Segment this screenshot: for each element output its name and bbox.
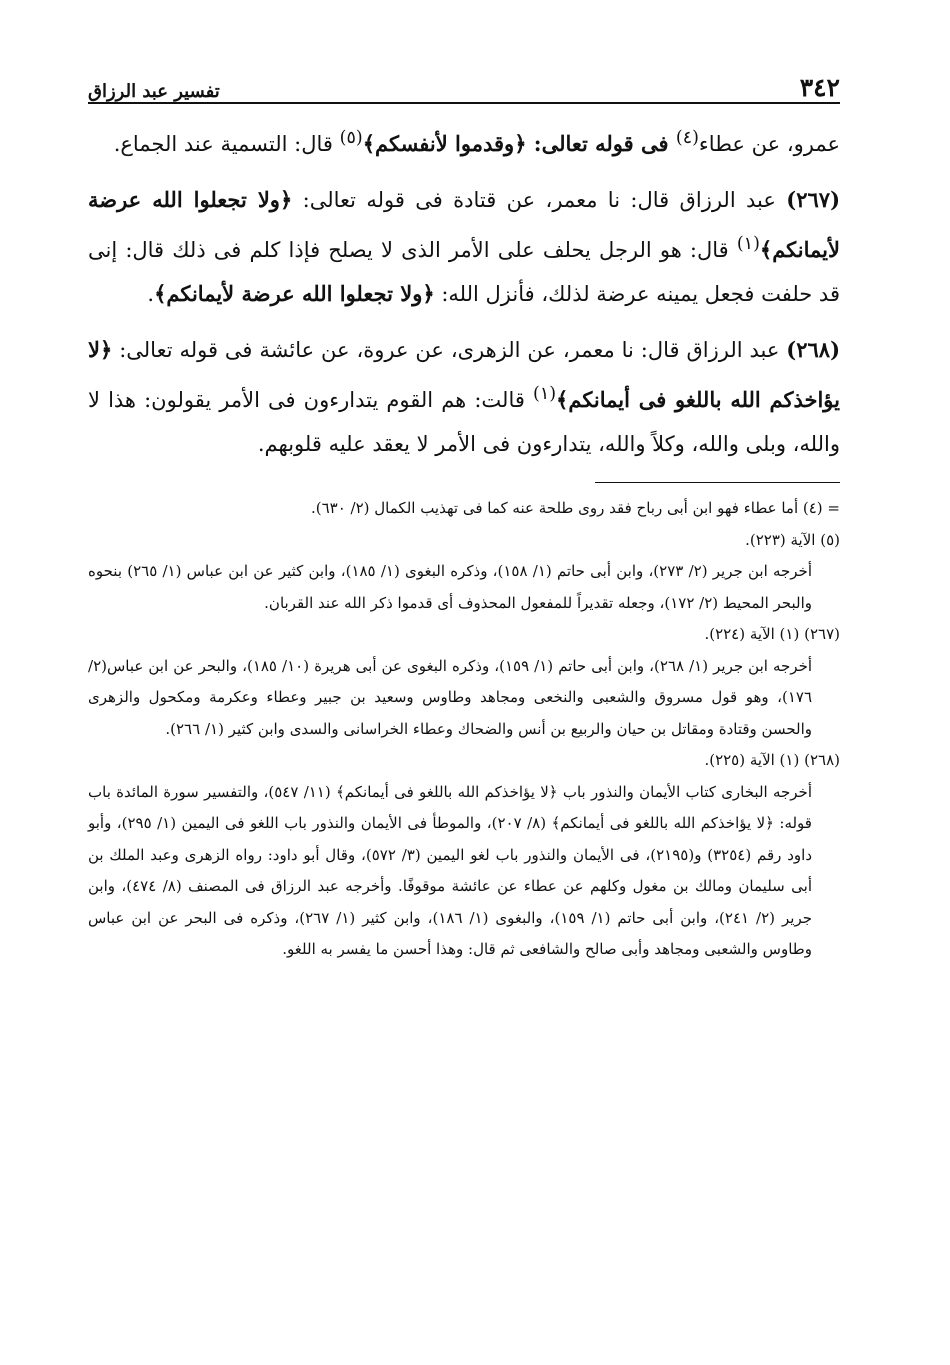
footnote-ref: (٤) [675,128,699,148]
text-segment: عمرو، عن عطاء [698,132,840,156]
text-segment: . [147,282,155,306]
quran-quote: ﴿وقدموا لأنفسكم﴾ [362,131,527,156]
entry-number: (٢٦٧) [786,187,840,212]
quran-quote: ﴿ولا تجعلوا الله عرضة لأيمانكم﴾ [154,281,435,306]
continuation-paragraph [88,116,840,166]
quran-quote: ﴿ولا تجعلوا الله عرضة لأيمانكم﴾ [88,187,840,262]
running-title: تفسير عبد الرزاق [88,81,220,102]
footnotes [88,493,840,966]
book-page [88,68,840,966]
footnote-ref: (١) [532,384,557,404]
footnote-ref: (١) [736,234,760,254]
page-number: ٣٤٢ [799,73,840,102]
footnote-267-text: أخرجه ابن جرير (١/ ٢٦٨)، وابن أبى حاتم (١/ ١٥٩)، وذكره البغوى عن أبى هريرة (١٠/ ١٨٥)، والبحر عن ابن عباس(٢/ ١٧٦)، وهو قول مسروق والشعبى والنخعى ومجاهد وطاوس وسعيد بن جبير وعطاء وعكرمة ومكحول والزهرى والحسن وقتادة ومقاتل بن حيان والربيع بن أنس والضحاك وعطاء الخراسانى والسدى وابن كثير (١/ ٢٦٦). [88,656,813,738]
footnote-268-text: أخرجه البخارى كتاب الأيمان والنذور باب ﴿لا يؤاخذكم الله باللغو فى أيمانكم﴾ (١١/ ٥٤٧)، والتفسير سورة المائدة باب قوله: ﴿لا يؤاخذكم الله باللغو فى أيمانكم﴾ (٨/ ٢٠٧)، والموطأ فى الأيمان والنذور باب اللغو فى اليمين (١/ ٢٩٥)، وأبو داود رقم (٣٢٥٤) و(٢١٩٥)، فى الأيمان والنذور باب لغو اليمين (٣/ ٥٧٢)، وقال أبو داود: رواه الزهرى وعبد الملك بن أبى سليمان ومالك بن مغول وكلهم عن عطاء عن عائشة موقوفًا. وأخرجه عبد الرزاق فى المصنف (٨/ ٤٧٤)، وابن جرير (٢/ ٢٤١)، وابن أبى حاتم (١/ ١٥٩)، والبغوى (١/ ١٨٦)، وابن كثير (١/ ٢٦٧)، وذكره فى البحر عن ابن عباس وطاوس والشعبى ومجاهد وأبى صالح والشافعى ثم قال: وهذا أحسن ما يفسر به اللغو. [88,782,813,958]
footnote-ref: (٥) [339,128,363,148]
text-segment: قال: التسمية عند الجماع. [113,132,340,156]
footnote-separator [595,482,840,483]
entry-267 [88,178,840,316]
footnote-5-text: أخرجه ابن جرير (٢/ ٢٧٣)، وابن أبى حاتم (١/ ١٥٨)، وذكره البغوى (١/ ١٨٥)، وابن كثير عن ابن عباس (١/ ٢٦٥) بنحوه والبحر المحيط (٢/ ١٧٢)، وجعله تقديراً للمفعول المحذوف أى قدموا ذكر الله عند القربان. [88,562,812,612]
footnote-267: (٢٦٧) (١) الآية (٢٢٤). [704,625,840,643]
footnote-268: (٢٦٨) (١) الآية (٢٢٥). [704,751,840,769]
text-segment: فى قوله تعالى: [526,131,676,156]
page-header [88,68,840,104]
text-segment: عبد الرزاق قال: نا معمر، عن الزهرى، عن عروة، عن عائشة فى قوله تعالى: [112,338,787,362]
footnote-4: = (٤) أما عطاء فهو ابن أبى رباح فقد روى طلحة عنه كما فى تهذيب الكمال (٢/ ٦٣٠). [310,499,840,517]
footnote-5: (٥) الآية (٢٢٣). [745,530,840,549]
text-segment: قال: هو الرجل يحلف على الأمر الذى لا يصلح فإذا كلم فى ذلك قال: إنى قد حلفت فجعل يمينه عرضة لذلك، فأنزل الله: [88,238,840,306]
quran-quote: ﴿لا يؤاخذكم الله باللغو فى أيمانكم﴾ [88,337,841,412]
entry-number: (٢٦٨) [786,337,840,362]
text-segment: قالت: هم القوم يتدارءون فى الأمر يقولون: هذا لا والله، وبلى والله، وكلاً والله، يتدارءون فى الأمر لا يعقد عليه قلوبهم. [88,388,840,456]
main-text [88,116,840,466]
entry-268 [88,328,840,466]
text-segment: عبد الرزاق قال: نا معمر، عن قتادة فى قوله تعالى: [292,188,787,212]
